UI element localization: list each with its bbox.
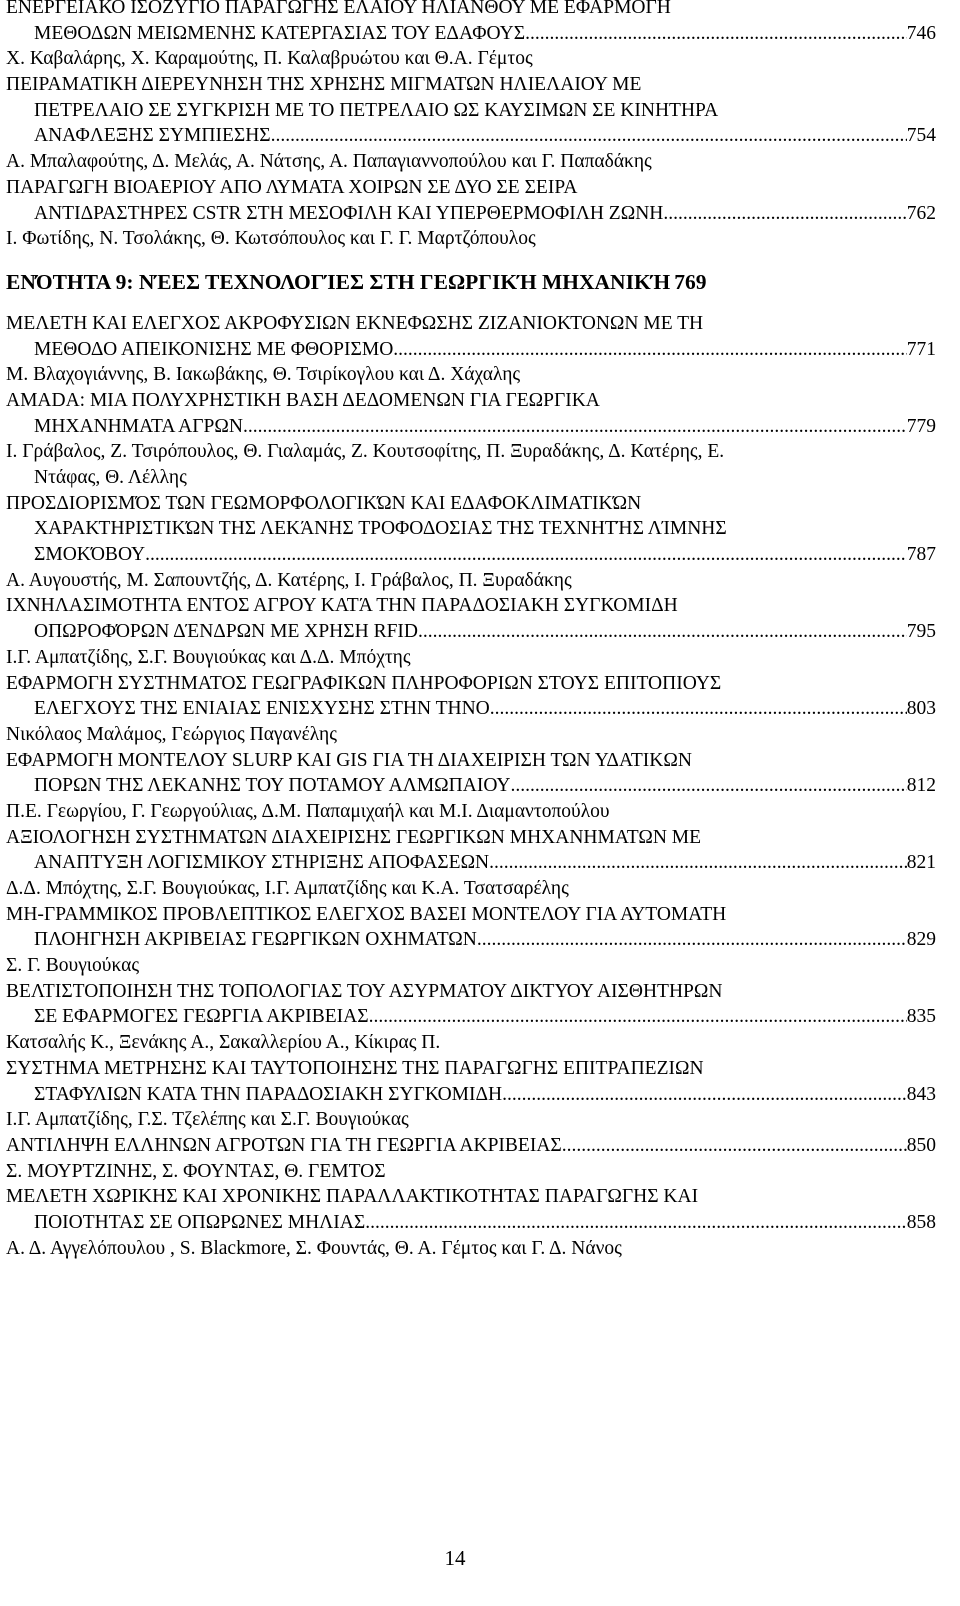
entry-title-line <box>6 850 936 876</box>
toc-entry <box>6 902 936 979</box>
toc-entry <box>6 311 936 388</box>
entry-title-line: ΒΕΛΤΙΣΤΟΠΟΙΗΣΗ ΤΗΣ ΤΟΠΟΛΟΓΙΑΣ ΤΟΥ ΑΣΥΡΜΑΤΟΥ ΔΙΚΤΥΟΥ ΑΙΣΘΗΤΗΡΩΝ <box>6 980 723 1002</box>
entry-page-number: 843 <box>906 1083 936 1105</box>
entry-title-text: ΑΝΑΦΛΕΞΗΣ ΣΥΜΠΙΕΣΗΣ <box>34 125 271 147</box>
toc-entry <box>6 593 936 670</box>
section-title: ΕΝΌΤΗΤΑ 9: ΝΈΕΣ ΤΕΧΝΟΛΟΓΊΕΣ ΣΤΗ ΓΕΩΡΓΙΚΉ ΜΗΧΑΝΙΚΉ <box>6 269 671 294</box>
page-number: 14 <box>444 1546 466 1570</box>
entry-title-line <box>6 1082 936 1108</box>
entry-title-line <box>6 337 936 363</box>
entry-title-line <box>6 619 936 645</box>
table-of-contents <box>6 0 936 1261</box>
entry-title-line <box>6 927 936 953</box>
entry-title-line: ΕΦΑΡΜΟΓΗ ΜΟΝΤΕΛΟΥ SLURP ΚΑΙ GIS ΓΙΑ ΤΗ ΔΙΑΧΕΙΡΙΣΗ ΤΩΝ ΥΔΑΤΙΚΩΝ <box>6 749 692 771</box>
entry-page-number: 850 <box>906 1134 936 1156</box>
entry-title-line: ΣΥΣΤΗΜΑ ΜΕΤΡΗΣΗΣ ΚΑΙ ΤΑΥΤΟΠΟΙΗΣΗΣ ΤΗΣ ΠΑΡΑΓΩΓΗΣ ΕΠΙΤΡΑΠΕΖΙΩΝ <box>6 1057 704 1079</box>
dot-leader <box>477 927 907 953</box>
dot-leader <box>243 414 907 440</box>
dot-leader <box>562 1133 907 1159</box>
entry-title-line: ΑΞΙΟΛΟΓΗΣΗ ΣΥΣΤΗΜΑΤΩΝ ΔΙΑΧΕΙΡΙΣΗΣ ΓΕΩΡΓΙΚΩΝ ΜΗΧΑΝΗΜΑΤΩΝ ΜΕ <box>6 826 702 848</box>
toc-entries-bottom <box>6 311 936 1261</box>
entry-authors: Ντάφας, Θ. Λέλλης <box>34 467 187 488</box>
dot-leader <box>369 1004 907 1030</box>
entry-page-number: 787 <box>906 544 936 566</box>
entry-title-line: ΜΗ-ΓΡΑΜΜΙΚΟΣ ΠΡΟΒΛΕΠΤΙΚΟΣ ΕΛΕΓΧΟΣ ΒΑΣΕΙ ΜΟΝΤΕΛΟΥ ΓΙΑ ΑΥΤΟΜΑΤΗ <box>6 903 727 925</box>
dot-leader <box>418 619 907 645</box>
toc-entries-top <box>6 0 936 252</box>
entry-title-line: ΜΕΛΕΤΗ ΚΑΙ ΕΛΕΓΧΟΣ ΑΚΡΟΦΥΣΙΩΝ ΕΚΝΕΦΩΣΗΣ ΖΙΖΑΝΙΟΚΤΟΝΩΝ ΜΕ ΤΗ <box>6 312 704 334</box>
entry-title-line: AMADA: ΜΙΑ ΠΟΛΥΧΡΗΣΤΙΚΗ ΒΑΣΗ ΔΕΔΟΜΕΝΩΝ ΓΙΑ ΓΕΩΡΓΙΚΑ <box>6 389 600 411</box>
entry-title-text: ΠΛΟΗΓΗΣΗ ΑΚΡΙΒΕΙΑΣ ΓΕΩΡΓΙΚΩΝ ΟΧΗΜΑΤΩΝ <box>34 929 477 951</box>
entry-title-text: ΕΛΕΓΧΟΥΣ ΤΗΣ ΕΝΙΑΙΑΣ ΕΝΙΣΧΥΣΗΣ ΣΤΗΝ ΤΗΝΟ <box>34 698 490 720</box>
entry-title-line: ΜΕΛΕΤΗ ΧΩΡΙΚΗΣ ΚΑΙ ΧΡΟΝΙΚΗΣ ΠΑΡΑΛΛΑΚΤΙΚΟΤΗΤΑΣ ΠΑΡΑΓΩΓΗΣ ΚΑΙ <box>6 1186 699 1208</box>
entry-authors: Α. Αυγουστής, Μ. Σαπουντζής, Δ. Κατέρης, Ι. Γράβαλος, Π. Ξυραδάκης <box>6 569 572 591</box>
entry-title-line <box>6 21 936 47</box>
entry-authors: Δ.Δ. Μπόχτης, Σ.Γ. Βουγιούκας, Ι.Γ. Αμπατζίδης και Κ.Α. Τσατσαρέλης <box>6 878 569 899</box>
entry-authors: Νικόλαος Μαλάμος, Γεώργιος Παγανέλης <box>6 723 337 745</box>
entry-title-line <box>6 1210 936 1236</box>
entry-authors: Α. Δ. Αγγελόπουλου , S. Blackmore, Σ. Φουντάς, Θ. Α. Γέμτος και Γ. Δ. Νάνος <box>6 1237 622 1259</box>
entry-page-number: 754 <box>906 125 936 147</box>
toc-entry <box>6 979 936 1056</box>
entry-title-line <box>6 1133 936 1159</box>
toc-entry <box>6 388 936 491</box>
dot-leader <box>271 123 907 149</box>
entry-authors: Ι.Γ. Αμπατζίδης, Γ.Σ. Τζελέπης και Σ.Γ. Βουγιούκας <box>6 1109 409 1131</box>
dot-leader <box>393 337 906 363</box>
toc-entry <box>6 1184 936 1261</box>
entry-title-line: ΠΑΡΑΓΩΓΗ ΒΙΟΑΕΡΙΟΥ ΑΠΟ ΛΥΜΑΤΑ ΧΟΙΡΩΝ ΣΕ ΔΥΟ ΣΕ ΣΕΙΡΑ <box>6 176 578 198</box>
entry-authors: Μ. Βλαχογιάννης, Β. Ιακωβάκης, Θ. Τσιρίκογλου και Δ. Χάχαλης <box>6 364 521 386</box>
entry-title-text: ΠΟΙΟΤΗΤΑΣ ΣΕ ΟΠΩΡΩΝΕΣ ΜΗΛΙΑΣ <box>34 1211 366 1233</box>
dot-leader <box>525 21 907 47</box>
entry-authors: Α. Μπαλαφούτης, Δ. Μελάς, Α. Νάτσης, Α. Παπαγιαννοπούλου και Γ. Παπαδάκης <box>6 151 652 173</box>
dot-leader <box>490 696 907 722</box>
toc-entry <box>6 1133 936 1184</box>
dot-leader <box>502 1082 907 1108</box>
entry-title-line <box>6 542 936 568</box>
dot-leader <box>145 542 907 568</box>
section-heading <box>6 268 936 296</box>
entry-page-number: 858 <box>906 1211 936 1233</box>
entry-page-number: 829 <box>906 929 936 951</box>
entry-authors: Χ. Καβαλάρης, Χ. Καραμούτης, Π. Καλαβρυώτου και Θ.Α. Γέμτος <box>6 48 533 70</box>
entry-title-line <box>6 123 936 149</box>
entry-authors: Π.Ε. Γεωργίου, Γ. Γεωργούλιας, Δ.Μ. Παπαμιχαήλ και Μ.Ι. Διαμαντοπούλου <box>6 800 610 822</box>
entry-title-line <box>6 1004 936 1030</box>
entry-title-line: ΙΧΝΗΛΑΣΙΜΟΤΗΤΑ ΕΝΤΟΣ ΑΓΡΟΥ ΚΑΤΆ ΤΗΝ ΠΑΡΑΔΟΣΙΑΚΗ ΣΥΓΚΟΜΙΔΗ <box>6 595 678 617</box>
entry-page-number: 771 <box>906 338 936 360</box>
entry-title-text: ΑΝΤΙΔΡΑΣΤΗΡΕΣ CSTR ΣΤΗ ΜΕΣΟΦΙΛΗ ΚΑΙ ΥΠΕΡΘΕΡΜΟΦΙΛΗ ΖΩΝΗ <box>34 202 664 224</box>
entry-page-number: 835 <box>906 1006 936 1028</box>
toc-entry <box>6 491 936 594</box>
section-page: 769 <box>674 269 707 294</box>
entry-title-line <box>6 201 936 227</box>
entry-title-line: ΕΦΑΡΜΟΓΗ ΣΥΣΤΗΜΑΤΟΣ ΓΕΩΓΡΑΦΙΚΩΝ ΠΛΗΡΟΦΟΡΙΩΝ ΣΤΟΥΣ ΕΠΙΤΟΠΙΟΥΣ <box>6 672 722 694</box>
entry-authors: Σ. Γ. Βουγιούκας <box>6 955 140 977</box>
dot-leader <box>489 850 907 876</box>
dot-leader <box>511 773 907 799</box>
entry-title-text: ΣΕ ΕΦΑΡΜΟΓΕΣ ΓΕΩΡΓΙΑ ΑΚΡΙΒΕΙΑΣ <box>34 1006 369 1028</box>
toc-entry <box>6 72 936 175</box>
entry-authors: Κατσαλής Κ., Ξενάκης Α., Σακαλλερίου Α., Κίκιρας Π. <box>6 1032 441 1054</box>
toc-entry <box>6 1056 936 1133</box>
entry-title-text: ΟΠΩΡΟΦΌΡΩΝ ΔΈΝΔΡΩΝ ΜΕ ΧΡΗΣΗ RFID <box>34 621 418 643</box>
entry-authors: Ι. Γράβαλος, Ζ. Τσιρόπουλος, Θ. Γιαλαμάς, Ζ. Κουτσοφίτης, Π. Ξυραδάκης, Δ. Κατέρης, Ε. <box>6 441 725 463</box>
entry-page-number: 812 <box>906 775 936 797</box>
entry-title-text: ΜΕΘΟΔΟ ΑΠΕΙΚΟΝΙΣΗΣ ΜΕ ΦΘΟΡΙΣΜΟ <box>34 338 394 360</box>
toc-entry <box>6 825 936 902</box>
entry-page-number: 821 <box>906 852 936 874</box>
entry-title-line <box>6 696 936 722</box>
entry-page-number: 762 <box>906 202 936 224</box>
entry-authors: Ι. Φωτίδης, Ν. Τσολάκης, Θ. Κωτσόπουλος και Γ. Γ. Μαρτζόπουλος <box>6 228 536 250</box>
dot-leader <box>365 1210 907 1236</box>
entry-authors: Ι.Γ. Αμπατζίδης, Σ.Γ. Βουγιούκας και Δ.Δ. Μπόχτης <box>6 646 411 668</box>
toc-entry <box>6 175 936 252</box>
entry-title-text: ΣΤΑΦΥΛΙΩΝ ΚΑΤΑ ΤΗΝ ΠΑΡΑΔΟΣΙΑΚΗ ΣΥΓΚΟΜΙΔΗ <box>34 1083 503 1105</box>
entry-title-line <box>6 773 936 799</box>
entry-page-number: 795 <box>906 621 936 643</box>
dot-leader <box>663 201 906 227</box>
entry-title-line: ΠΡΟΣΔΙΟΡΙΣΜΌΣ ΤΩΝ ΓΕΩΜΟΡΦΟΛΟΓΙΚΏΝ ΚΑΙ ΕΔΑΦΟΚΛΙΜΑΤΙΚΏΝ <box>6 492 642 514</box>
toc-entry <box>6 0 936 72</box>
toc-entry <box>6 748 936 825</box>
toc-entry <box>6 671 936 748</box>
entry-authors: Σ. ΜΟΥΡΤΖΙΝΗΣ, Σ. ΦΟΥΝΤΑΣ, Θ. ΓΕΜΤΟΣ <box>6 1160 386 1182</box>
entry-title-text: ΑΝΤΙΛΗΨΗ ΕΛΛΗΝΩΝ ΑΓΡΟΤΩΝ ΓΙΑ ΤΗ ΓΕΩΡΓΙΑ ΑΚΡΙΒΕΙΑΣ <box>6 1134 562 1156</box>
entry-title-text: ΣΜΟΚΌΒΟΥ <box>34 544 146 566</box>
entry-title-line: ΕΝΕΡΓΕΙΑΚΟ ΙΣΟΖΥΓΙΟ ΠΑΡΑΓΩΓΗΣ ΕΛΑΙΟΥ ΗΛΙΑΝΘΟΥ ΜΕ ΕΦΑΡΜΟΓΗ <box>6 0 671 18</box>
entry-page-number: 803 <box>906 698 936 720</box>
entry-title-text: ΠΟΡΩΝ ΤΗΣ ΛΕΚΑΝΗΣ ΤΟΥ ΠΟΤΑΜΟΥ ΑΛΜΩΠΑΙΟΥ <box>34 775 511 797</box>
entry-title-line <box>6 414 936 440</box>
entry-page-number: 746 <box>906 22 936 44</box>
entry-title-line: ΠΕΙΡΑΜΑΤΙΚΗ ΔΙΕΡΕΥΝΗΣΗ ΤΗΣ ΧΡΗΣΗΣ ΜΙΓΜΑΤΩΝ ΗΛΙΕΛΑΙΟΥ ΜΕ <box>6 74 642 96</box>
entry-title-text: ΑΝΑΠΤΥΞΗ ΛΟΓΙΣΜΙΚΟΥ ΣΤΗΡΙΞΗΣ ΑΠΟΦΑΣΕΩΝ <box>34 852 490 874</box>
entry-title-text: ΜΗΧΑΝΗΜΑΤΑ ΑΓΡΩΝ <box>34 415 243 437</box>
entry-page-number: 779 <box>906 415 936 437</box>
entry-title-line: ΧΑΡΑΚΤΗΡΙΣΤΙΚΏΝ ΤΗΣ ΛΕΚΆΝΗΣ ΤΡΟΦΟΔΟΣΙΑΣ ΤΗΣ ΤΕΧΝΗΤΉΣ ΛΊΜΝΗΣ <box>34 518 727 540</box>
entry-title-line: ΠΕΤΡΕΛΑΙΟ ΣΕ ΣΥΓΚΡΙΣΗ ΜΕ ΤΟ ΠΕΤΡΕΛΑΙΟ ΩΣ ΚΑΥΣΙΜΩΝ ΣΕ ΚΙΝΗΤΗΡΑ <box>34 99 719 121</box>
entry-title-text: ΜΕΘΟΔΩΝ ΜΕΙΩΜΕΝΗΣ ΚΑΤΕΡΓΑΣΙΑΣ ΤΟΥ ΕΔΑΦΟΥΣ <box>34 22 526 44</box>
